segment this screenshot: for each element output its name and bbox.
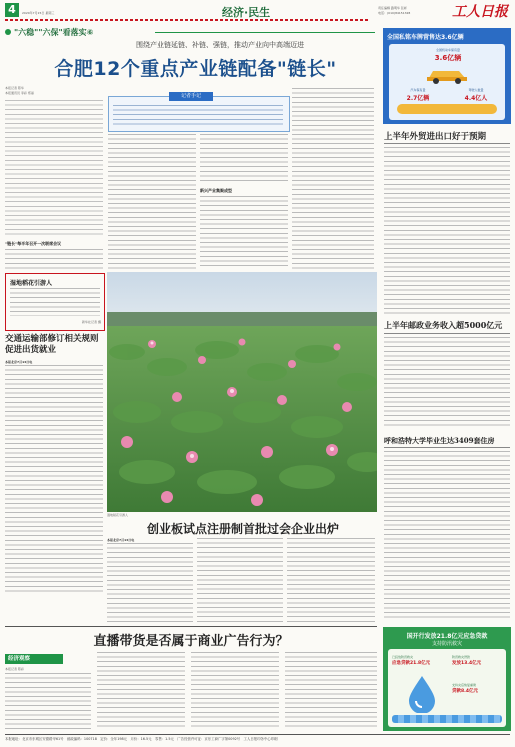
left-box-credit: 新华社记者 摄: [82, 320, 101, 324]
editor-line: 责任编辑 路明华 张彬: [378, 6, 407, 10]
left-article-headline: 交通运输部修订相关规则促进出货就业: [5, 334, 99, 355]
masthead-rule: [5, 19, 370, 21]
right-article-1-text: [384, 147, 510, 315]
lead-text-col3: [200, 134, 288, 184]
lead-headline: 合肥12个重点产业链配备"链长": [54, 58, 337, 80]
lead-sub1: "链长"每半年召开一次联席会议: [5, 241, 62, 246]
left-box: [5, 273, 105, 331]
ad-flood-item2-label: 防汛救灾贷款: [452, 655, 471, 659]
phone-line: 电话：(010)84151328: [378, 11, 411, 15]
middle-article-text-1: [107, 543, 193, 623]
bottom-text-col4: [285, 652, 377, 730]
left-article-byline: 本报北京7月14日电: [5, 360, 33, 364]
lead-text-col4: [292, 88, 374, 269]
ad-flood-item3-label: 支持灾后恢复重建: [452, 683, 477, 687]
bottom-text-col1: [5, 673, 91, 730]
ad-flood-item3-value: 贷款8.4亿元: [452, 689, 478, 694]
middle-article-byline: 本报北京7月14日电: [107, 538, 135, 542]
series-label: "六稳""六保"看落实⑥: [14, 28, 94, 37]
right-article-1-rule: [384, 143, 510, 144]
masthead: [0, 0, 515, 26]
ad-flood-title: 国开行发放21.8亿元应急贷款: [406, 633, 488, 640]
lead-byline: 本报记者 陈华: [5, 86, 24, 90]
ad-flood-waves: [392, 715, 502, 723]
econ-column-byline: 本报记者 陈彩: [5, 667, 24, 671]
wetland-photo: [107, 272, 377, 512]
series-banner: [5, 27, 375, 37]
lead-byline-2: 本报通讯员 李彩 郑丽: [5, 91, 34, 95]
page-number: 4: [5, 3, 19, 17]
lead-text-col1: [5, 100, 103, 238]
photo-caption: 湿地稻花引游人: [107, 513, 129, 517]
ad-stat1-label: 全国机动车保有量: [435, 48, 460, 52]
right-article-2-headline: 上半年邮政业务收入超5000亿元: [384, 320, 503, 330]
paper-logo: 工人日报: [452, 4, 508, 20]
ad-stat2-value: 2.7亿辆: [406, 95, 430, 102]
ad-flood-loan: [383, 627, 511, 731]
editorial-box: [108, 93, 290, 132]
lead-text-col2: [108, 134, 196, 269]
lead-kicker: 围绕产业链延链、补链、强链，推动产业向中高端迈进: [136, 41, 304, 49]
ad-ribbon: [397, 104, 497, 114]
ad-vehicle-panel: [389, 44, 505, 120]
middle-article-text-2: [197, 538, 283, 623]
section-title: 经济·民生: [222, 6, 271, 19]
ad-stat3-label: 驾驶人数量: [468, 88, 484, 92]
series-dot-icon: [5, 29, 11, 35]
right-article-3-headline: 呼和浩特大学毕业生达3409套住房: [384, 436, 495, 445]
footer-rule: [5, 734, 510, 735]
bottom-headline: 直播带货是否属于商业广告行为？: [93, 634, 289, 649]
right-article-3-text: [384, 451, 510, 621]
ad-flood-item2-value: 发放13.4亿元: [452, 661, 482, 666]
ad-vehicle: [383, 28, 511, 124]
right-article-2-rule: [384, 333, 510, 334]
series-rule: [155, 32, 375, 33]
ad-flood-item1-value: 应急贷款21.8亿元: [392, 661, 431, 666]
lead-text-col3b: [200, 196, 288, 269]
ad-stat3-value: 4.4亿人: [464, 95, 488, 102]
bottom-rule: [5, 626, 377, 627]
left-box-title: 湿地稻花引游人: [10, 280, 53, 287]
ad-flood-item1-label: 已投放防汛救灾: [392, 655, 414, 659]
ad-flood-panel: [388, 649, 506, 727]
date-line: 2020年7月15日 星期三: [22, 11, 55, 15]
bottom-text-col2: [97, 652, 185, 730]
lead-text-col1b: [5, 249, 103, 269]
ad-stat2-label: 汽车保有量: [410, 88, 426, 92]
right-article-1-headline: 上半年外贸进出口好于预期: [384, 132, 487, 142]
middle-article-headline: 创业板试点注册制首批过会企业出炉: [146, 522, 339, 536]
left-article-text: [5, 365, 103, 595]
footer-text: 本报地址：北京市东城区安德路甲61号 邮政编码：100718 定价：全年198元 月价：16.5元 零售：1.5元 广告经营许可证：京东工商广字第0092号 工人日报印务中心印刷: [5, 737, 278, 741]
ad-flood-subtitle: 支持防汛救灾: [431, 641, 462, 647]
bottom-text-col3: [191, 652, 279, 730]
right-article-2-text: [384, 337, 510, 429]
editorial-tag: 记者手记: [169, 92, 213, 101]
middle-article-text-3: [287, 538, 375, 623]
left-box-text: [10, 288, 100, 316]
econ-column-tag: 经济观察: [5, 654, 63, 664]
editorial-text: [113, 105, 283, 127]
ad-stat1-value: 3.6亿辆: [434, 54, 462, 62]
water-drop-icon: [402, 673, 442, 713]
lead-sub2: 新兴产业集聚成型: [200, 188, 232, 193]
ad-vehicle-title: 全国私铭车牌营售达3.6亿辆: [387, 34, 464, 41]
right-article-3-rule: [384, 447, 510, 448]
car-icon: [425, 66, 469, 84]
